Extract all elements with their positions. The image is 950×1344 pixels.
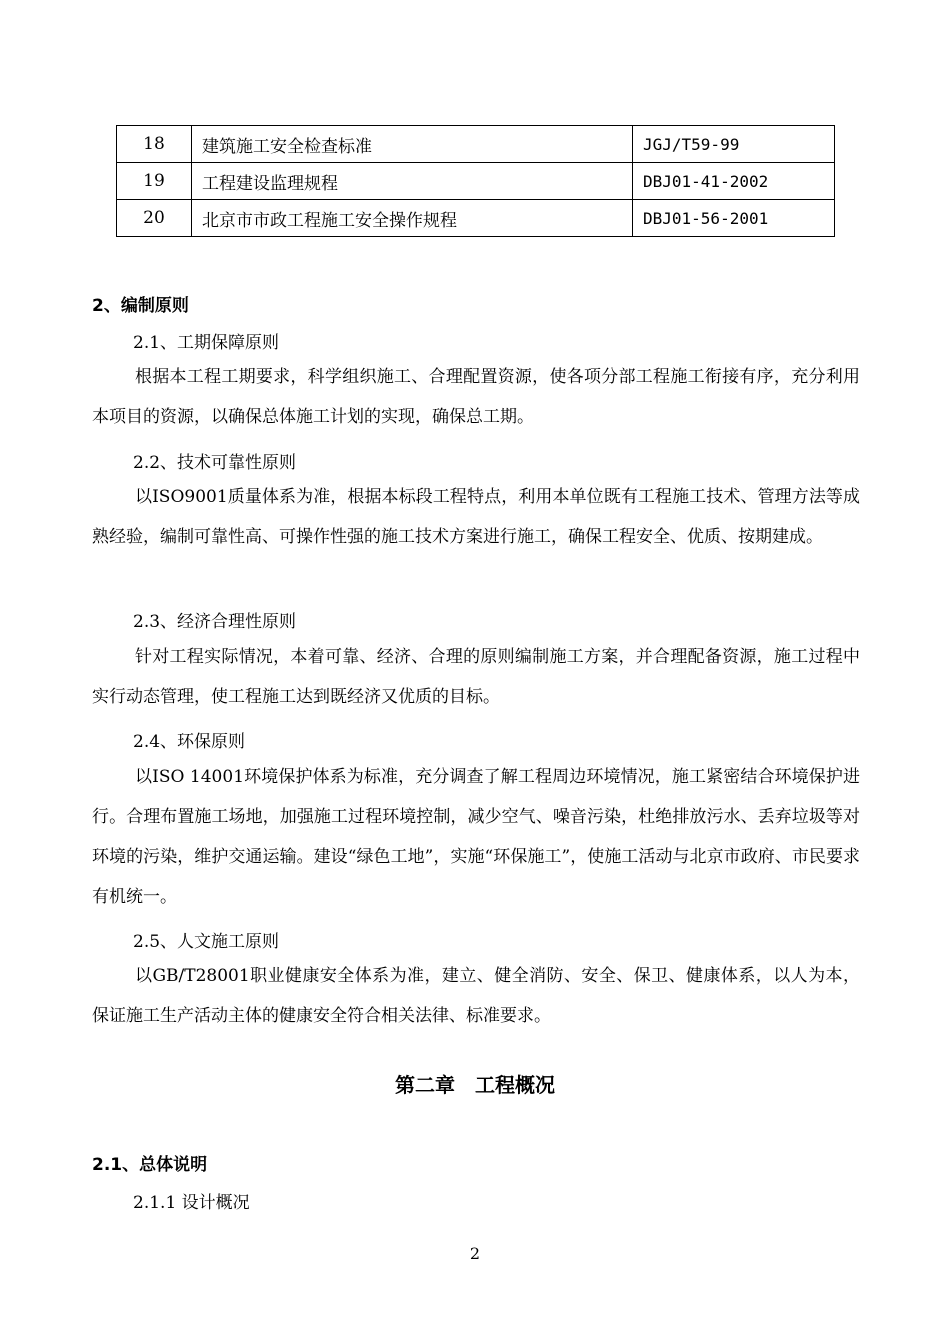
subsection-title: 2.4、环保原则 [133, 732, 246, 752]
row-number: 18 [117, 126, 192, 163]
table-row [117, 126, 835, 163]
row-number: 19 [117, 163, 192, 200]
standard-name: 工程建设监理规程 [192, 163, 633, 200]
section-heading: 2.1、总体说明 [92, 1155, 208, 1175]
standard-code: DBJ01-56-2001 [633, 200, 835, 237]
standard-code: DBJ01-41-2002 [633, 163, 835, 200]
subsection-title: 2.2、技术可靠性原则 [133, 453, 297, 473]
standards-table [116, 125, 835, 237]
table-row [117, 163, 835, 200]
standard-name: 建筑施工安全检查标准 [192, 126, 633, 163]
standard-code: JGJ/T59-99 [633, 126, 835, 163]
paragraph: 以ISO9001质量体系为准，根据本标段工程特点，利用本单位既有工程施工技术、管理方法等成熟经验，编制可靠性高、可操作性强的施工技术方案进行施工，确保工程安全、优质、按期建成。 [92, 487, 860, 547]
standard-name: 北京市市政工程施工安全操作规程 [192, 200, 633, 237]
paragraph: 针对工程实际情况，本着可靠、经济、合理的原则编制施工方案，并合理配备资源，施工过程中实行动态管理，使工程施工达到既经济又优质的目标。 [92, 647, 860, 707]
table-row [117, 200, 835, 237]
paragraph: 以ISO 14001环境保护体系为标准，充分调查了解工程周边环境情况，施工紧密结合环境保护进行。合理布置施工场地，加强施工过程环境控制，减少空气、噪音污染，杜绝排放污水、丢弃垃圾等对环境的污染，维护交通运输。建设“绿色工地”，实施“环保施工”，使施工活动与北京市政府、市民要求有机统一。 [92, 767, 860, 907]
paragraph: 以GB/T28001职业健康安全体系为准，建立、健全消防、安全、保卫、健康体系，以人为本，保证施工生产活动主体的健康安全符合相关法律、标准要求。 [92, 966, 860, 1026]
page-number: 2 [469, 1244, 481, 1263]
subsection-title: 2.3、经济合理性原则 [133, 612, 297, 632]
section-heading: 2、编制原则 [92, 296, 189, 316]
subsection-title: 2.5、人文施工原则 [133, 932, 280, 952]
row-number: 20 [117, 200, 192, 237]
paragraph: 根据本工程工期要求，科学组织施工、合理配置资源，使各项分部工程施工衔接有序，充分利用本项目的资源，以确保总体施工计划的实现，确保总工期。 [92, 367, 860, 427]
chapter-title: 第二章 工程概况 [395, 1073, 555, 1097]
subsection-title: 2.1、工期保障原则 [133, 333, 280, 353]
subsection-title: 2.1.1 设计概况 [133, 1193, 250, 1213]
